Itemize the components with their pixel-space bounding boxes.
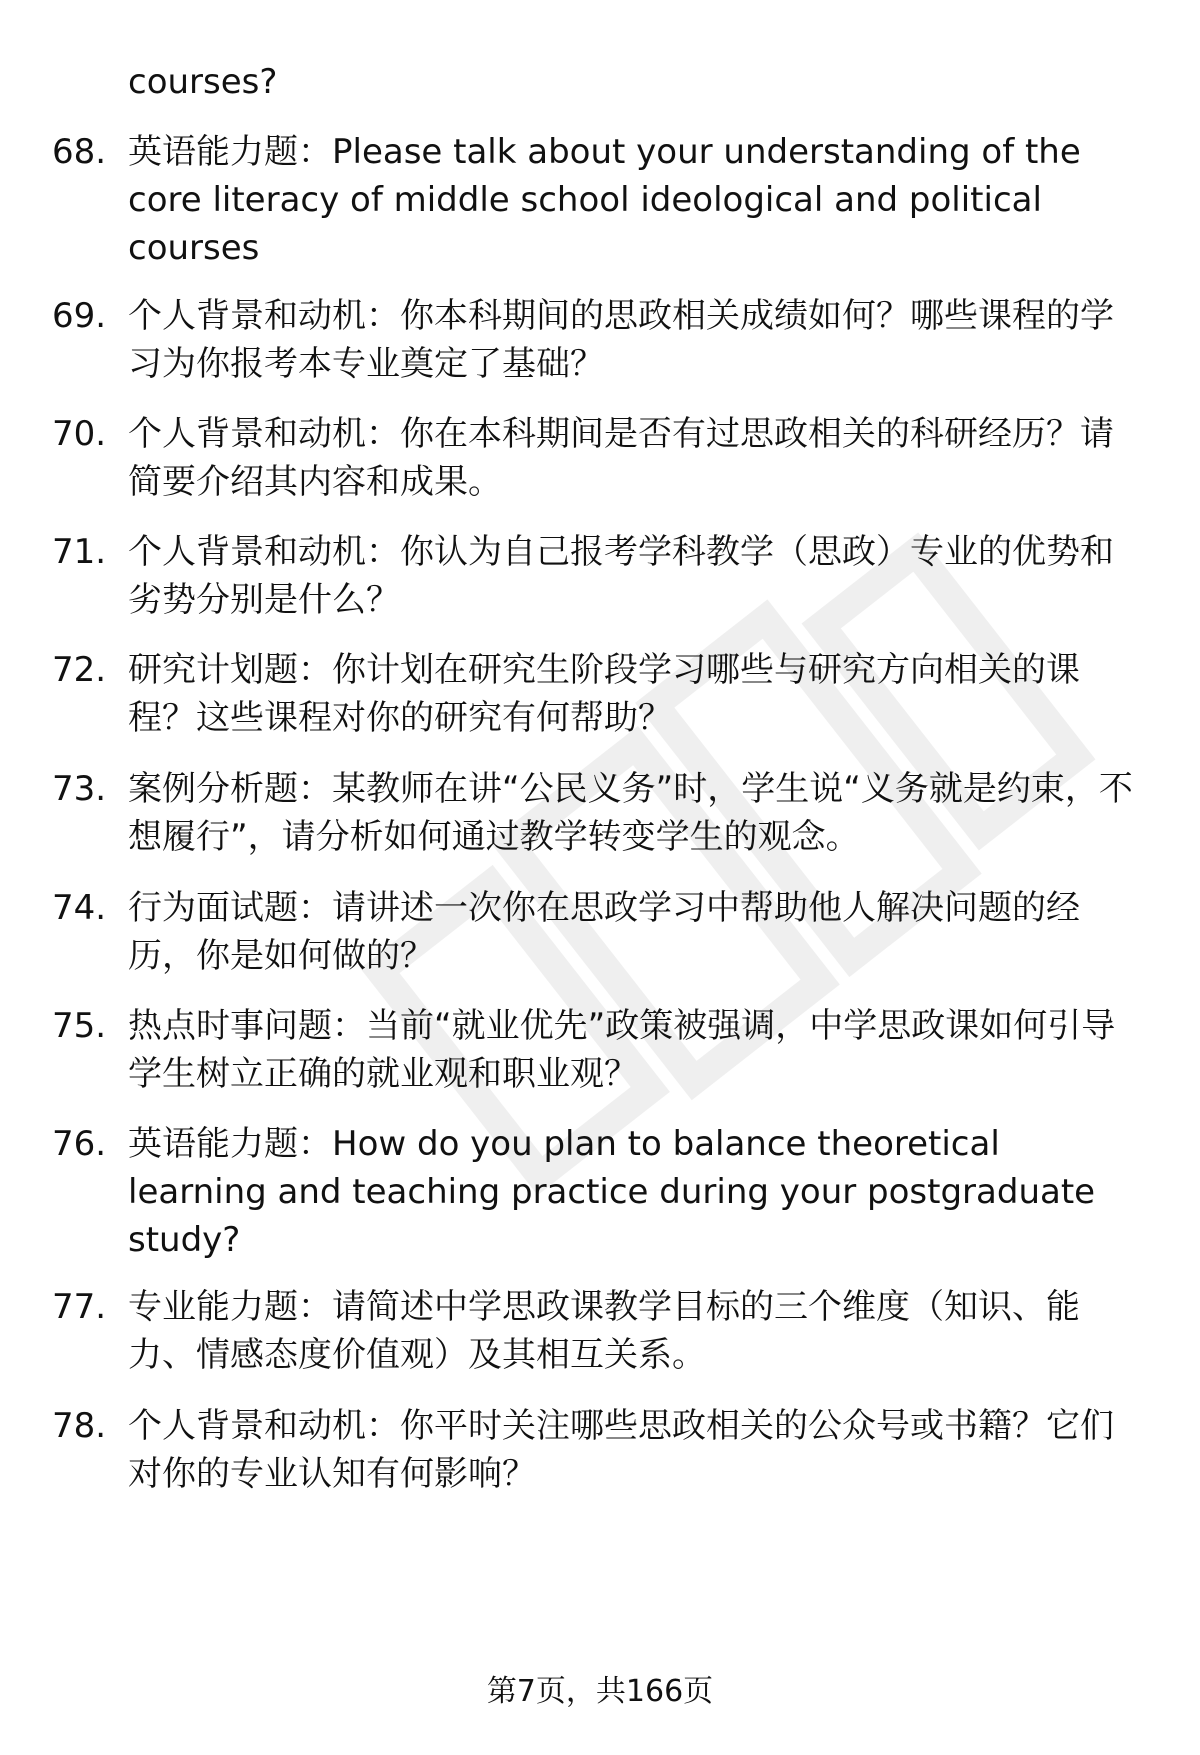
item-text: 行为面试题：请讲述一次你在思政学习中帮助他人解决问题的经历，你是如何做的？ bbox=[128, 888, 1080, 976]
item-number: 69. bbox=[52, 296, 107, 336]
item-number: 76. bbox=[52, 1124, 107, 1164]
item-number: 71. bbox=[52, 532, 107, 572]
item-number: 72. bbox=[52, 650, 107, 690]
item-number: 70. bbox=[52, 414, 107, 454]
page-footer: 第7页，共166页 bbox=[486, 1674, 714, 1709]
item-number: 74. bbox=[52, 888, 107, 928]
item-text: 个人背景和动机：你平时关注哪些思政相关的公众号或书籍？它们对你的专业认知有何影响？ bbox=[128, 1406, 1114, 1494]
item-text: 个人背景和动机：你本科期间的思政相关成绩如何？哪些课程的学习为你报考本专业奠定了基础？ bbox=[128, 296, 1114, 384]
continuation-text: courses? bbox=[128, 62, 278, 102]
item-number: 77. bbox=[52, 1287, 107, 1327]
item-number: 75. bbox=[52, 1006, 107, 1046]
item-number: 73. bbox=[52, 769, 107, 809]
item-text: 研究计划题：你计划在研究生阶段学习哪些与研究方向相关的课程？这些课程对你的研究有何帮助？ bbox=[128, 650, 1080, 738]
watermark-graphic bbox=[270, 520, 1170, 1220]
item-text: 个人背景和动机：你认为自己报考学科教学（思政）专业的优势和劣势分别是什么？ bbox=[128, 532, 1114, 620]
item-text: 英语能力题：How do you plan to balance theoretical learning and teaching practice during your postgraduate study? bbox=[128, 1124, 1096, 1260]
item-text: 英语能力题：Please talk about your understanding of the core literacy of middle school ideological and political courses bbox=[128, 132, 1081, 268]
item-number: 78. bbox=[52, 1406, 107, 1446]
item-number: 68. bbox=[52, 132, 107, 172]
item-text: 案例分析题：某教师在讲“公民义务”时，学生说“义务就是约束，不想履行”，请分析如何通过教学转变学生的观念。 bbox=[128, 769, 1133, 857]
item-text: 专业能力题：请简述中学思政课教学目标的三个维度（知识、能力、情感态度价值观）及其相互关系。 bbox=[128, 1287, 1080, 1375]
item-text: 热点时事问题：当前“就业优先”政策被强调，中学思政课如何引导学生树立正确的就业观和职业观？ bbox=[128, 1006, 1116, 1094]
item-text: 个人背景和动机：你在本科期间是否有过思政相关的科研经历？请简要介绍其内容和成果。 bbox=[128, 414, 1114, 502]
